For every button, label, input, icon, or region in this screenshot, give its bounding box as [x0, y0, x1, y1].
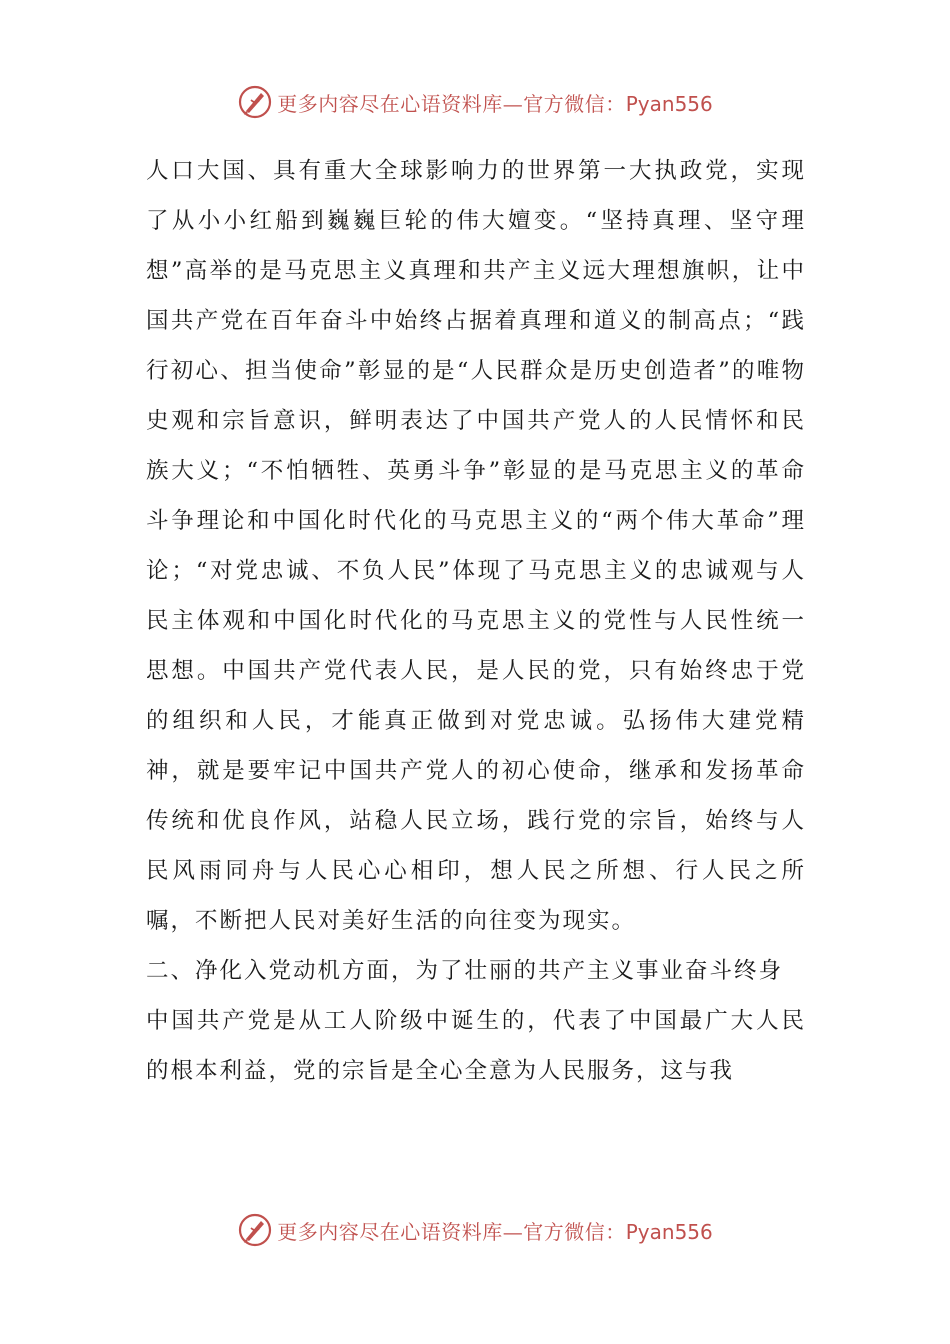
footer-banner [0, 1210, 950, 1250]
body-paragraph: 中国共产党是从工人阶级中诞生的，代表了中国最广大人民的根本利益，党的宗旨是全心全意为人民服务，这与我 [146, 1008, 806, 1084]
wechat-id: Pyan556 [625, 1219, 713, 1244]
pen-seal-icon [237, 1212, 273, 1248]
banner-text: 更多内容尽在心语资料库—官方微信：Pyan556 [277, 91, 713, 116]
banner-text: 更多内容尽在心语资料库—官方微信：Pyan556 [277, 1219, 713, 1244]
section-heading: 二、净化入党动机方面，为了壮丽的共产主义事业奋斗终身 [146, 958, 784, 984]
wechat-id: Pyan556 [625, 91, 713, 116]
pen-seal-icon [237, 84, 273, 120]
header-banner [0, 82, 950, 122]
body-paragraph: 人口大国、具有重大全球影响力的世界第一大执政党，实现了从小小红船到巍巍巨轮的伟大嬗变。“坚持真理、坚守理想”高举的是马克思主义真理和共产主义远大理想旗帜，让中国共产党在百年奋斗中始终占据着真理和道义的制高点；“践行初心、担当使命”彰显的是“人民群众是历史创造者”的唯物史观和宗旨意识，鲜明表达了中国共产党人的人民情怀和民族大义；“不怕牺牲、英勇斗争”彰显的是马克思主义的革命斗争理论和中国化时代化的马克思主义的“两个伟大革命”理论；“对党忠诚、不负人民”体现了马克思主义的忠诚观与人民主体观和中国化时代化的马克思主义的党性与人民性统一思想。中国共产党代表人民，是人民的党，只有始终忠于党的组织和人民，才能真正做到对党忠诚。弘扬伟大建党精神，就是要牢记中国共产党人的初心使命，继承和发扬革命传统和优良作风，站稳人民立场，践行党的宗旨，始终与人民风雨同舟与人民心心相印，想人民之所想、行人民之所嘱，不断把人民对美好生活的向往变为现实。 [146, 158, 806, 934]
document-body [146, 146, 806, 1096]
